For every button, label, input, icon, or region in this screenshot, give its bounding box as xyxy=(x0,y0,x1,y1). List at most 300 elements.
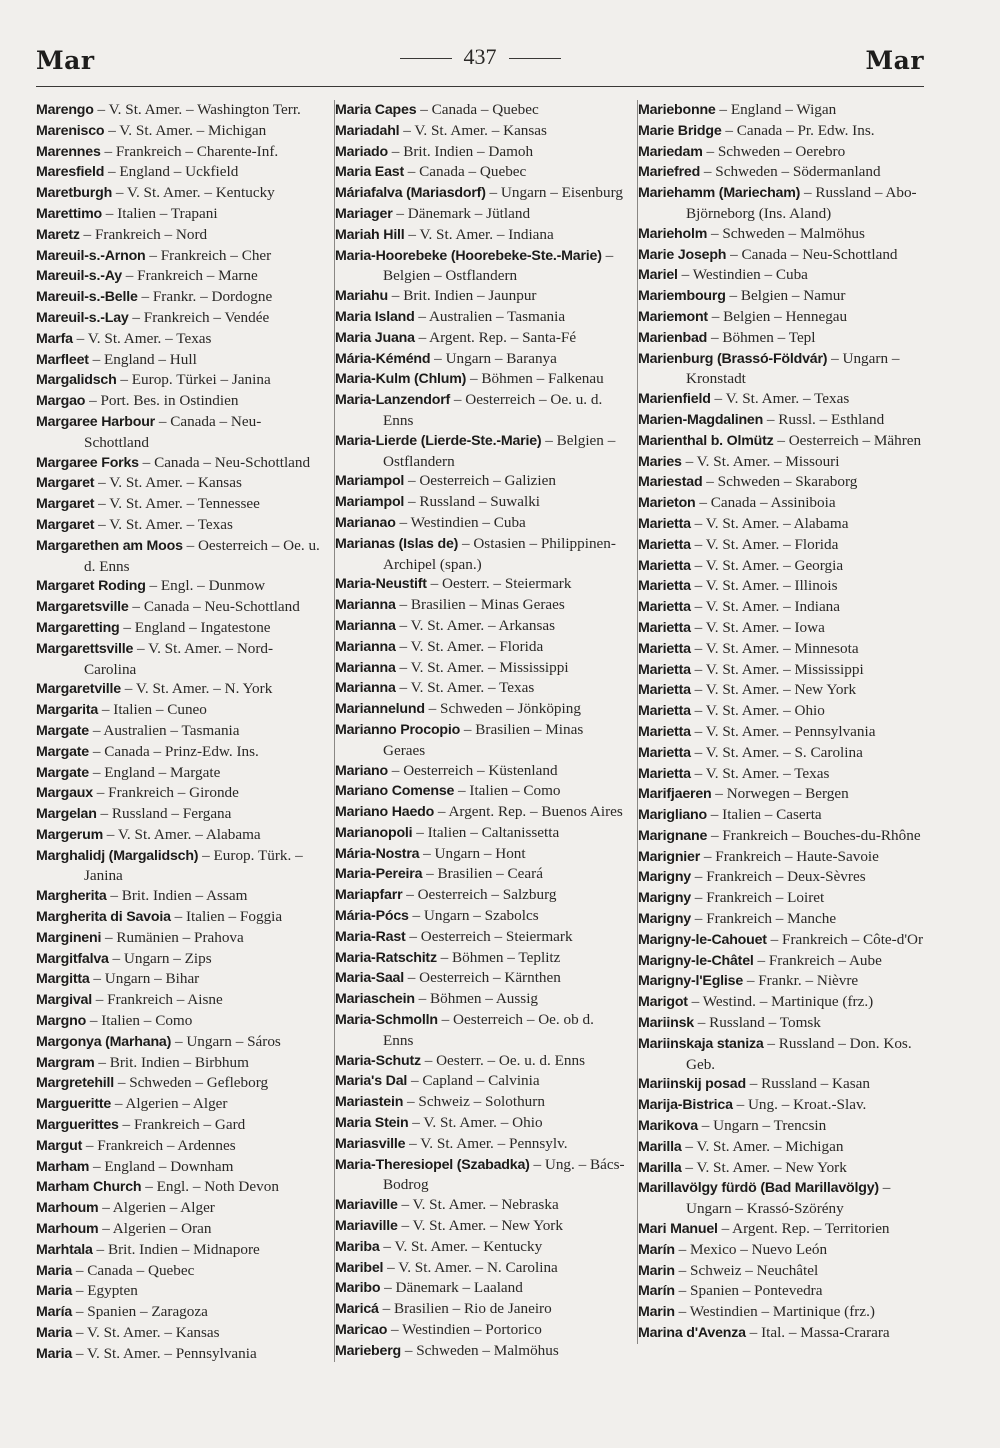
entry-headword: Mariehamm (Mariecham) xyxy=(638,185,801,202)
gazetteer-entry xyxy=(36,804,324,825)
gazetteer-entry xyxy=(36,1115,324,1136)
entry-location: – Algerien – Oran xyxy=(98,1220,212,1238)
entry-headword: Margaretsville xyxy=(36,599,129,616)
entry-headword: Mariestad xyxy=(638,474,703,491)
entry-headword: Marietta xyxy=(638,536,691,553)
gazetteer-entry xyxy=(335,513,626,534)
entry-location: – Europ. Türk. – Janina xyxy=(84,846,303,885)
entry-headword: Marigot xyxy=(638,994,688,1011)
entry-headword: Maricá xyxy=(335,1301,379,1318)
entry-headword: Marietta xyxy=(638,682,691,699)
gazetteer-entry xyxy=(36,391,324,412)
entry-location: – Ungarn – Hont xyxy=(419,844,526,862)
gazetteer-entry xyxy=(638,722,931,743)
entry-headword: Marietta xyxy=(638,619,691,636)
entry-location: – Frankreich – Bouches-du-Rhône xyxy=(707,826,921,844)
entry-headword: Marilla xyxy=(638,1159,682,1176)
gazetteer-entry xyxy=(36,907,324,928)
gazetteer-entry xyxy=(335,471,626,492)
gazetteer-entry xyxy=(36,1032,324,1053)
entry-location: – Oesterr. – Steiermark xyxy=(426,575,572,593)
gazetteer-entry xyxy=(36,1323,324,1344)
entry-headword: Maria-Schmolln xyxy=(335,1012,438,1029)
entry-headword: Marilla xyxy=(638,1138,682,1155)
entry-location: – Schweiz – Neuchâtel xyxy=(674,1261,819,1279)
gazetteer-entry xyxy=(335,183,626,204)
gazetteer-entry xyxy=(36,1302,324,1323)
entry-headword: Margerum xyxy=(36,826,103,843)
gazetteer-entry xyxy=(335,1071,626,1092)
entry-headword: Mariahu xyxy=(335,288,388,305)
entry-headword: Margaretville xyxy=(36,681,121,698)
entry-location: – V. St. Amer. – Pennsylv. xyxy=(405,1134,568,1152)
gazetteer-entry xyxy=(36,1177,324,1198)
gazetteer-entry xyxy=(36,1344,324,1365)
entry-location: – Brasilien – Rio de Janeiro xyxy=(378,1300,552,1318)
entry-location: – V. St. Amer. – N. Carolina xyxy=(383,1258,558,1276)
gazetteer-entry xyxy=(638,1074,931,1095)
gazetteer-entry xyxy=(36,536,324,577)
gazetteer-entry xyxy=(638,1219,931,1240)
entry-location: – Ostasien – Philippinen-Archipel (span.) xyxy=(383,534,616,573)
entry-headword: Marigny xyxy=(638,869,691,886)
entry-location: – V. St. Amer. – Mississippi xyxy=(690,660,864,678)
gazetteer-entry xyxy=(36,329,324,350)
entry-headword: Marieholm xyxy=(638,225,708,242)
entry-headword: Maria-Kulm (Chlum) xyxy=(335,371,467,388)
gazetteer-entry xyxy=(36,700,324,721)
gazetteer-entry xyxy=(36,1157,324,1178)
entry-location: – Frankreich – Aisne xyxy=(91,991,223,1009)
gazetteer-entry xyxy=(36,473,324,494)
gazetteer-entry xyxy=(638,784,931,805)
gazetteer-entry xyxy=(638,1116,931,1137)
entry-headword: Marikova xyxy=(638,1118,698,1135)
entry-headword: Maresfield xyxy=(36,164,105,181)
header-rule xyxy=(36,86,924,87)
gazetteer-entry xyxy=(638,452,931,473)
entry-headword: Maria-Pereira xyxy=(335,866,423,883)
gazetteer-entry xyxy=(36,1053,324,1074)
gazetteer-entry xyxy=(638,493,931,514)
entry-headword: Maria xyxy=(36,1283,73,1300)
entry-location: – Brasilien – Minas Geraes xyxy=(383,720,584,759)
entry-location: – Frankr. – Dordogne xyxy=(137,288,273,306)
entry-location: – Belgien – Ostflandern xyxy=(383,246,614,285)
gazetteer-entry xyxy=(335,162,626,183)
entry-headword: Maria-Hoorebeke (Hoorebeke-Ste.-Marie) xyxy=(335,247,602,264)
entry-location: – V. St. Amer. – Michigan xyxy=(681,1137,844,1155)
entry-headword: Marigny-l'Eglise xyxy=(638,973,744,990)
entry-location: – V. St. Amer. – Georgia xyxy=(690,556,844,574)
entry-location: – Oesterreich – Galizien xyxy=(404,472,556,490)
entry-location: – Frankreich – Aube xyxy=(753,951,882,969)
entry-location: – Brasilien – Ceará xyxy=(422,865,543,883)
entry-headword: Mariano xyxy=(335,762,388,779)
entry-location: – Oesterreich – Mähren xyxy=(773,431,922,449)
gazetteer-entry xyxy=(638,183,931,224)
entry-location: – Italien – Trapani xyxy=(102,204,218,222)
entry-headword: Marenisco xyxy=(36,122,105,139)
gazetteer-entry xyxy=(335,1195,626,1216)
gazetteer-entry xyxy=(638,1323,931,1344)
entry-headword: Marianna xyxy=(335,597,396,614)
entry-location: – V. St. Amer. – Alabama xyxy=(690,514,849,532)
entry-location: – V. St. Amer. – Kansas xyxy=(94,474,242,492)
gazetteer-entry xyxy=(335,948,626,969)
entry-location: – V. St. Amer. – Arkansas xyxy=(395,616,556,634)
entry-location: – Böhmen – Teplitz xyxy=(436,948,561,966)
gazetteer-entry xyxy=(36,266,324,287)
entry-headword: Mariaville xyxy=(335,1197,398,1214)
gazetteer-entry xyxy=(638,535,931,556)
gazetteer-entry xyxy=(638,1095,931,1116)
entry-headword: Mareuil-s.-Lay xyxy=(36,309,129,326)
entry-headword: Marienthal b. Olmütz xyxy=(638,432,774,449)
entry-location: – Brit. Indien – Midnapore xyxy=(92,1240,260,1258)
entry-location: – Italien – Cuneo xyxy=(98,701,207,719)
entry-location: – V. St. Amer. – Kentucky xyxy=(379,1237,543,1255)
entry-headword: Maria Capes xyxy=(335,102,417,118)
entry-location: – V. St. Amer. – S. Carolina xyxy=(690,743,863,761)
entry-headword: Marianna xyxy=(335,680,396,697)
entry-location: – V. St. Amer. – Pennsylvania xyxy=(72,1344,257,1362)
entry-location: – Brit. Indien – Assam xyxy=(106,887,248,905)
entry-location: – Canada – Quebec xyxy=(416,101,539,118)
gazetteer-entry xyxy=(36,515,324,536)
entry-headword: Marignier xyxy=(638,848,701,865)
gazetteer-entry xyxy=(638,1158,931,1179)
entry-location: – Ung. – Bács-Bodrog xyxy=(383,1155,625,1194)
entry-headword: Maria-Neustift xyxy=(335,576,427,593)
gazetteer-entry xyxy=(36,1261,324,1282)
entry-headword: Margate xyxy=(36,764,90,781)
entry-location: – Italien – Caserta xyxy=(706,806,822,824)
entry-location: – Engl. – Noth Devon xyxy=(141,1178,279,1196)
gazetteer-entry xyxy=(36,763,324,784)
gazetteer-entry xyxy=(638,100,931,121)
gazetteer-entry xyxy=(335,307,626,328)
entry-headword: Marie Joseph xyxy=(638,246,727,263)
entry-headword: Marietta xyxy=(638,744,691,761)
entry-headword: Marguerittes xyxy=(36,1117,119,1134)
entry-location: – England – Uckfield xyxy=(104,163,239,181)
entry-location: – Canada – Assiniboia xyxy=(695,494,836,512)
entry-location: – England – Margate xyxy=(89,763,221,781)
entry-location: – Russl. – Esthland xyxy=(763,410,885,428)
gazetteer-entry xyxy=(638,971,931,992)
gazetteer-entry xyxy=(36,679,324,700)
gazetteer-entry xyxy=(335,328,626,349)
entry-location: – Oesterreich – Steiermark xyxy=(405,927,573,945)
gazetteer-entry xyxy=(638,1137,931,1158)
gazetteer-entry xyxy=(36,1219,324,1240)
gazetteer-entry xyxy=(335,1010,626,1051)
gazetteer-entry xyxy=(335,595,626,616)
gazetteer-entry xyxy=(335,906,626,927)
gazetteer-entry xyxy=(36,246,324,267)
entry-headword: Margate xyxy=(36,743,90,760)
gazetteer-entry xyxy=(638,743,931,764)
entry-location: – Westindien – Martinique (frz.) xyxy=(674,1303,875,1321)
entry-headword: Marigny xyxy=(638,911,691,928)
entry-headword: Margaret xyxy=(36,475,95,492)
entry-location: – V. St. Amer. – Indiana xyxy=(404,225,554,243)
entry-location: – Brasilien – Minas Geraes xyxy=(395,596,565,614)
entry-headword: Margretehill xyxy=(36,1075,115,1092)
gazetteer-entry xyxy=(638,951,931,972)
entry-headword: Mariinsk xyxy=(638,1015,694,1032)
gazetteer-entry xyxy=(36,1136,324,1157)
gazetteer-entry xyxy=(335,616,626,637)
entry-headword: Marienbad xyxy=(638,329,708,346)
entry-headword: Marin xyxy=(638,1262,675,1279)
column-2 xyxy=(334,100,626,1362)
entry-headword: Mariastein xyxy=(335,1094,404,1111)
entry-location: – Frankreich – Ardennes xyxy=(82,1136,236,1154)
entry-location: – Ungarn – Szabolcs xyxy=(408,907,539,925)
gazetteer-entry xyxy=(36,350,324,371)
entry-location: – Russland – Abo-Björneborg (Ins. Aland) xyxy=(686,184,917,222)
gazetteer-entry xyxy=(36,639,324,680)
entry-headword: Marina d'Avenza xyxy=(638,1325,746,1342)
entry-location: – England – Ingatestone xyxy=(119,618,271,636)
entry-location: – V. St. Amer. – Texas xyxy=(395,679,535,697)
gazetteer-entry xyxy=(36,183,324,204)
entry-headword: Marin xyxy=(638,1304,675,1321)
entry-location: – V. St. Amer. – Pennsylvania xyxy=(690,722,876,740)
gazetteer-entry xyxy=(638,307,931,328)
entry-location: – V. St. Amer. – Nebraska xyxy=(397,1196,559,1214)
entry-location: – Oesterreich – Oe. ob d. Enns xyxy=(383,1011,594,1049)
entry-location: – Argent. Rep. – Santa-Fé xyxy=(414,328,577,346)
entry-headword: Margao xyxy=(36,393,86,410)
entry-headword: Mária-Nostra xyxy=(335,845,420,862)
entry-headword: Maria xyxy=(36,1262,73,1279)
entry-location: – Argent. Rep. – Territorien xyxy=(717,1220,890,1238)
gazetteer-entry xyxy=(335,246,626,287)
gazetteer-entry xyxy=(335,1341,626,1362)
entry-location: – Frankreich – Haute-Savoie xyxy=(700,847,879,865)
entry-location: – Russland – Fergana xyxy=(96,805,232,823)
entry-headword: Marietta xyxy=(638,703,691,720)
entry-headword: Margno xyxy=(36,1013,87,1030)
entry-location: – Ungarn – Trencsin xyxy=(697,1117,827,1135)
entry-location: – V. St. Amer. – Alabama xyxy=(103,825,261,843)
entry-headword: Marham Church xyxy=(36,1179,142,1196)
entry-location: – Europ. Türkei – Janina xyxy=(116,371,271,389)
entry-location: – Capland – Calvinia xyxy=(407,1072,540,1090)
entry-location: – Algerien – Alger xyxy=(111,1095,228,1113)
entry-location: – Böhmen – Falkenau xyxy=(466,370,604,388)
entry-headword: Mariannelund xyxy=(335,701,425,718)
entry-headword: Maria xyxy=(36,1325,73,1342)
entry-location: – V. St. Amer. – Kentucky xyxy=(112,184,275,202)
gazetteer-entry xyxy=(36,1011,324,1032)
gazetteer-entry xyxy=(335,225,626,246)
gazetteer-entry xyxy=(638,556,931,577)
gazetteer-entry xyxy=(335,121,626,142)
entry-headword: María xyxy=(36,1304,73,1321)
entry-headword: Margarethen am Moos xyxy=(36,537,183,554)
entry-headword: Mareuil-s.-Ay xyxy=(36,268,122,285)
entry-location: – Frankreich – Gard xyxy=(118,1116,246,1134)
entry-location: – Brit. Indien – Jaunpur xyxy=(388,287,537,305)
entry-headword: Mariano Comense xyxy=(335,783,455,800)
gazetteer-entry xyxy=(638,142,931,163)
gazetteer-entry xyxy=(335,1155,626,1196)
entry-location: – Ital. – Massa-Crarara xyxy=(745,1324,890,1342)
gazetteer-entry xyxy=(335,658,626,679)
entry-headword: Marietta xyxy=(638,578,691,595)
entry-headword: Marietta xyxy=(638,599,691,616)
entry-headword: Margaret xyxy=(36,496,95,513)
gazetteer-entry xyxy=(335,802,626,823)
entry-headword: Marín xyxy=(638,1283,675,1300)
entry-location: – V. St. Amer. – Florida xyxy=(690,535,839,553)
entry-headword: Marigny-le-Cahouet xyxy=(638,931,767,948)
entry-location: – Frankreich – Manche xyxy=(691,910,837,928)
gazetteer-entry xyxy=(36,825,324,846)
entry-headword: Margherita xyxy=(36,888,107,905)
entry-location: – Ungarn – Bihar xyxy=(89,970,200,988)
entry-headword: Margaree Harbour xyxy=(36,413,156,430)
entry-headword: Marigny-le-Châtel xyxy=(638,952,754,969)
entry-location: – Italien – Foggia xyxy=(170,908,283,926)
entry-headword: Maria-Lierde (Lierde-Ste.-Marie) xyxy=(335,432,542,449)
entry-headword: Mariapfarr xyxy=(335,887,403,904)
entry-location: – Canada – Neu-Schottland xyxy=(128,598,300,616)
gazetteer-entry xyxy=(36,121,324,142)
entry-location: – V. St. Amer. – Ohio xyxy=(690,702,825,720)
entry-headword: Maretz xyxy=(36,226,80,243)
gazetteer-entry xyxy=(335,431,626,472)
entry-headword: Mariadahl xyxy=(335,122,400,139)
gazetteer-entry xyxy=(638,1013,931,1034)
entry-location: – Italien – Como xyxy=(454,782,561,800)
entry-location: – Oesterreich – Salzburg xyxy=(402,886,557,904)
gazetteer-entry xyxy=(335,1113,626,1134)
entry-headword: Margueritte xyxy=(36,1096,112,1113)
entry-location: – Böhmen – Tepl xyxy=(707,328,816,346)
entry-headword: Marianna xyxy=(335,638,396,655)
gazetteer-entry xyxy=(36,370,324,391)
entry-location: – V. St. Amer. – Texas xyxy=(94,515,233,533)
entry-location: – V. St. Amer. – Texas xyxy=(710,390,850,408)
entry-location: – England – Wigan xyxy=(715,101,837,118)
entry-location: – V. St. Amer. – Iowa xyxy=(690,618,825,636)
gazetteer-entry xyxy=(638,888,931,909)
entry-location: – V. St. Amer. – Michigan xyxy=(104,121,267,139)
entry-headword: Margaret xyxy=(36,516,95,533)
entry-location: – Canada – Quebec xyxy=(72,1261,195,1279)
entry-headword: Máriafalva (Mariasdorf) xyxy=(335,185,486,202)
entry-location: – Schweden – Södermanland xyxy=(700,163,881,181)
gazetteer-entry xyxy=(638,618,931,639)
entry-headword: Margineni xyxy=(36,929,102,946)
gazetteer-entry xyxy=(36,1240,324,1261)
entry-headword: Marietta xyxy=(638,661,691,678)
gazetteer-entry xyxy=(638,121,931,142)
entry-headword: Maries xyxy=(638,453,682,470)
gazetteer-entry xyxy=(638,576,931,597)
entry-headword: Mariinskij posad xyxy=(638,1076,746,1093)
entry-headword: Maria-Saal xyxy=(335,970,404,987)
entry-headword: Marennes xyxy=(36,143,101,160)
gazetteer-entry xyxy=(335,678,626,699)
gazetteer-entry xyxy=(335,927,626,948)
gazetteer-entry xyxy=(36,412,324,453)
entry-location: – Oesterreich – Oe. u. d. Enns xyxy=(84,536,320,575)
entry-location: – Belgien – Hennegau xyxy=(707,307,848,325)
entry-headword: Maretburgh xyxy=(36,185,113,202)
entry-headword: Margelan xyxy=(36,806,97,823)
entry-location: – Russland – Don. Kos. Geb. xyxy=(686,1034,912,1073)
gazetteer-entry xyxy=(638,826,931,847)
entry-headword: Marienburg (Brassó-Földvár) xyxy=(638,350,828,367)
gazetteer-entry xyxy=(638,660,931,681)
entry-headword: Margaretting xyxy=(36,619,120,636)
gazetteer-entry xyxy=(335,885,626,906)
entry-location: – V. St. Amer. – New York xyxy=(690,681,857,699)
gazetteer-entry xyxy=(36,1094,324,1115)
gazetteer-entry xyxy=(335,369,626,390)
entry-headword: Marija-Bistrica xyxy=(638,1097,733,1114)
entry-headword: Mareuil-s.-Belle xyxy=(36,289,138,306)
entry-location: – Oesterr. – Oe. u. d. Enns xyxy=(420,1051,585,1069)
entry-headword: Margonya (Marhana) xyxy=(36,1033,172,1050)
entry-location: – Mexico – Nuevo León xyxy=(674,1240,828,1258)
gazetteer-entry xyxy=(36,453,324,474)
entry-location: – Rumänien – Prahova xyxy=(101,928,244,946)
entry-location: – Frankreich – Gironde xyxy=(92,784,239,802)
entry-location: – Frankreich – Deux-Sèvres xyxy=(691,868,866,886)
gazetteer-entry xyxy=(335,1278,626,1299)
column-3 xyxy=(637,100,931,1344)
gazetteer-entry xyxy=(335,989,626,1010)
gazetteer-entry xyxy=(638,245,931,266)
gazetteer-entry xyxy=(638,410,931,431)
gazetteer-entry xyxy=(335,720,626,761)
entry-headword: Mariel xyxy=(638,267,678,284)
entry-location: – Belgien – Namur xyxy=(725,287,846,305)
entry-headword: Margaret Roding xyxy=(36,578,146,595)
entry-location: – Dänemark – Jütland xyxy=(392,204,531,222)
entry-location: – Ungarn – Baranya xyxy=(430,349,557,367)
entry-location: – Argent. Rep. – Buenos Aires xyxy=(434,803,623,821)
entry-location: – Canada – Pr. Edw. Ins. xyxy=(721,121,875,139)
gazetteer-entry xyxy=(36,846,324,887)
entry-location: – Ungarn – Eisenburg xyxy=(485,184,623,202)
entry-location: – Schweiz – Solothurn xyxy=(403,1093,545,1111)
gazetteer-entry xyxy=(638,472,931,493)
entry-headword: Marietta xyxy=(638,765,691,782)
gazetteer-entry xyxy=(36,886,324,907)
entry-location: – Brit. Indien – Damoh xyxy=(388,142,534,160)
entry-location: – Frankreich – Cher xyxy=(145,246,272,264)
gazetteer-entry xyxy=(335,1237,626,1258)
entry-location: – Port. Bes. in Ostindien xyxy=(85,392,239,410)
entry-headword: Mariado xyxy=(335,143,388,160)
entry-headword: Mariinskaja staniza xyxy=(638,1035,764,1052)
column-1 xyxy=(36,100,324,1365)
entry-location: – Dänemark – Laaland xyxy=(380,1279,523,1297)
entry-headword: Margalidsch xyxy=(36,372,117,389)
gazetteer-entry xyxy=(335,781,626,802)
entry-location: – Frankr. – Nièvre xyxy=(743,972,859,990)
entry-location: – Schweden – Malmöhus xyxy=(707,224,865,242)
entry-headword: Maria's Dal xyxy=(335,1073,408,1090)
